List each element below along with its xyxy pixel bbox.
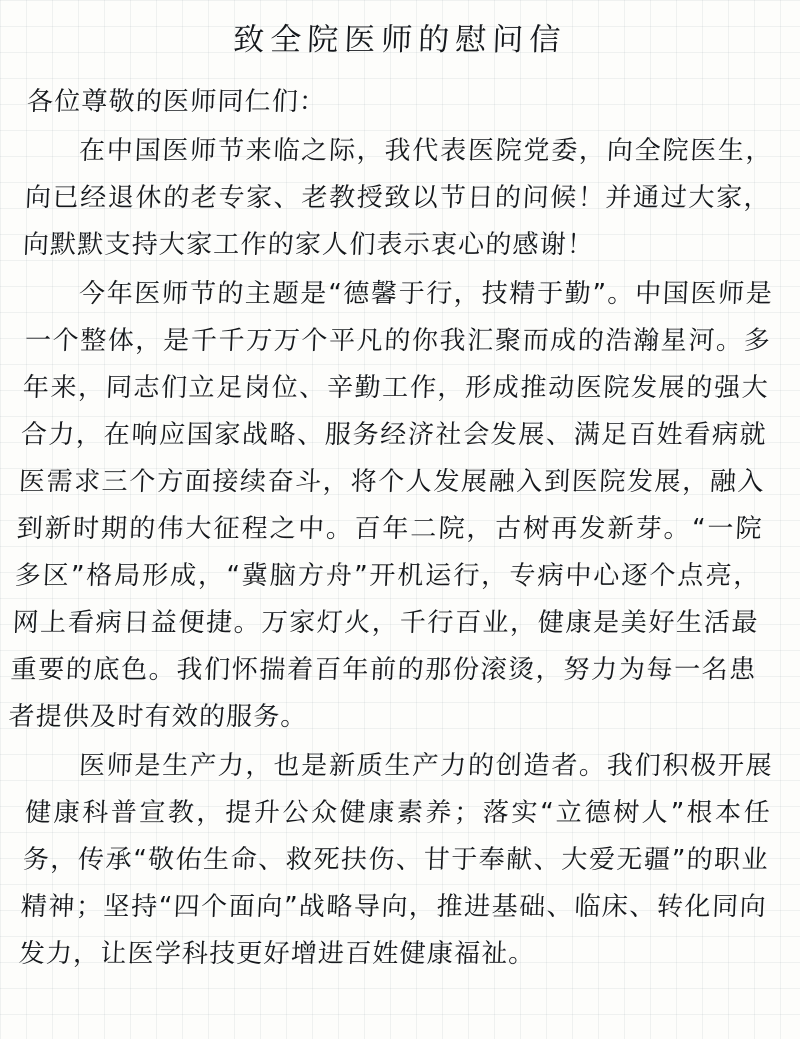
page-title: 致全院医师的慰问信 <box>232 22 567 58</box>
paragraph-3: 医师是生产力，也是新质生产力的创造者。我们积极开展健康科普宣教，提升公众健康素养；落实“立德树人”根本任务，传承“敬佑生命、救死扶伤、甘于奉献、大爱无疆”的职业精神；坚持“四个面向”战略导向，推进基础、临床、转化同向发力，让医学科技更好增进百姓健康福祉。 <box>18 751 774 969</box>
paragraph-1: 在中国医师节来临之际，我代表医院党委，向全院医生，向已经退休的老专家、老教授致以节日的问候！并通过大家，向默默支持大家工作的家人们表示衷心的感谢！ <box>22 136 774 260</box>
letter-body <box>0 67 800 978</box>
paragraph-2: 今年医师节的主题是“德馨于行，技精于勤”。中国医师是一个整体，是千千万万个平凡的你我汇聚而成的浩瀚星河。多年来，同志们立足岗位、辛勤工作，形成推动医院发展的强大合力，在响应国家战略、服务经济社会发展、满足百姓看病就医需求三个方面接续奋斗，将个人发展融入到医院发展，融入到新时期的伟大征程之中。百年二院，古树再发新芽。“一院多区”格局形成，“冀脑方舟”开机运行，专病中心逐个点亮，网上看病日益便捷。万家灯火，千行百业，健康是美好生活最重要的底色。我们怀揣着百年前的那份滚烫，努力为每一名患者提供及时有效的服务。 <box>7 279 774 732</box>
salutation-line: 各位尊敬的医师同仁们： <box>26 87 327 117</box>
